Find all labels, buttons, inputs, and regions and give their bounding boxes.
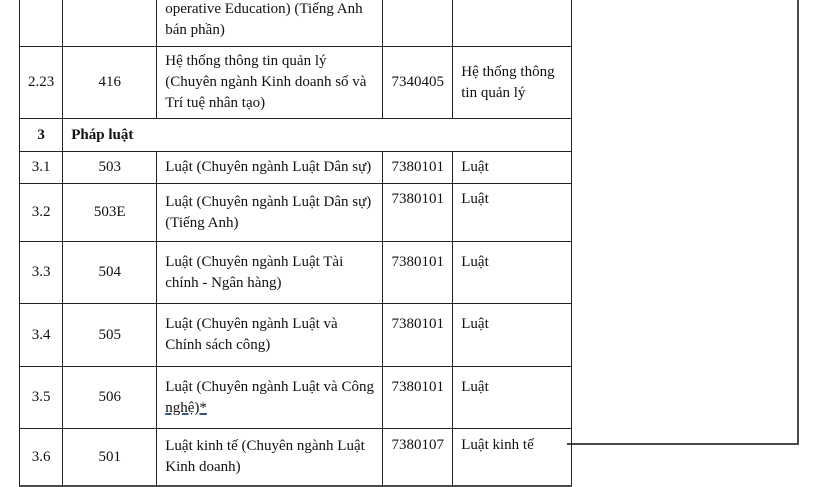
section-header-row xyxy=(20,119,572,152)
cell-stt: 3.4 xyxy=(20,304,63,367)
page-frame-border xyxy=(567,0,799,445)
cell-stt: 3.1 xyxy=(20,152,63,184)
section-title: Pháp luật xyxy=(63,119,572,152)
cell-code: 501 xyxy=(63,429,157,487)
cell-stt: 3.6 xyxy=(20,429,63,487)
cell-major-code: 7380101 xyxy=(383,184,453,242)
table-row xyxy=(20,47,572,119)
program-name-underlined: nghệ)* xyxy=(165,399,207,416)
cell-stt: 3.5 xyxy=(20,367,63,429)
cell-program-name: Luật kinh tế (Chuyên ngành Luật Kinh doanh) xyxy=(157,429,383,487)
table-row xyxy=(20,304,572,367)
cell-major-code: 7380101 xyxy=(383,242,453,304)
cell-major-name: Luật kinh tế xyxy=(453,429,572,487)
cell-major-code: 7380101 xyxy=(383,152,453,184)
cell-program-name: Luật (Chuyên ngành Luật Dân sự) (Tiếng Anh) xyxy=(157,184,383,242)
cell-program-name: Hệ thống thông tin quản lý (Chuyên ngành Kinh doanh số và Trí tuệ nhân tạo) xyxy=(157,47,383,119)
cell-major-name: Luật xyxy=(453,304,572,367)
cell-major-code: 7380101 xyxy=(383,304,453,367)
cell-major-code: 7380107 xyxy=(383,429,453,487)
cell-program-name: operative Education) (Tiếng Anh bán phần) xyxy=(157,0,383,47)
cell-stt: 3.2 xyxy=(20,184,63,242)
cell-code: 504 xyxy=(63,242,157,304)
cell-program-name: Luật (Chuyên ngành Luật Tài chính - Ngân hàng) xyxy=(157,242,383,304)
cell-major-code: 7340405 xyxy=(383,47,453,119)
cell-major-name: Luật xyxy=(453,152,572,184)
cell-code xyxy=(63,0,157,47)
table-row xyxy=(20,184,572,242)
table-row-continued xyxy=(20,0,572,47)
cell-stt xyxy=(20,0,63,47)
cell-major-name: Luật xyxy=(453,367,572,429)
cell-code: 416 xyxy=(63,47,157,119)
cell-major-name xyxy=(453,0,572,47)
cell-program-name: Luật (Chuyên ngành Luật Dân sự) xyxy=(157,152,383,184)
cell-stt: 3.3 xyxy=(20,242,63,304)
table-row xyxy=(20,242,572,304)
cell-major-name: Luật xyxy=(453,184,572,242)
program-name-text: Luật (Chuyên ngành Luật và Công xyxy=(165,378,374,395)
cell-major-code xyxy=(383,0,453,47)
table-row xyxy=(20,429,572,487)
cell-program-name xyxy=(157,367,383,429)
cell-code: 506 xyxy=(63,367,157,429)
cell-code: 503E xyxy=(63,184,157,242)
table-row xyxy=(20,367,572,429)
cell-code: 503 xyxy=(63,152,157,184)
cell-major-name: Luật xyxy=(453,242,572,304)
section-number: 3 xyxy=(20,119,63,152)
cell-code: 505 xyxy=(63,304,157,367)
cell-program-name: Luật (Chuyên ngành Luật và Chính sách công) xyxy=(157,304,383,367)
program-table xyxy=(19,0,572,487)
cell-major-name: Hệ thống thông tin quản lý xyxy=(453,47,572,119)
cell-stt: 2.23 xyxy=(20,47,63,119)
table-row xyxy=(20,152,572,184)
cell-major-code: 7380101 xyxy=(383,367,453,429)
